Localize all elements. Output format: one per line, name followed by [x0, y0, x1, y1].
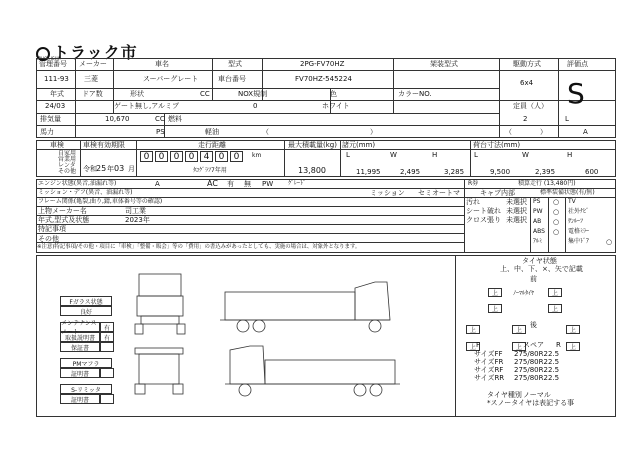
truck-diagram: [125, 268, 445, 408]
door-label: ドア数: [82, 90, 103, 98]
mileage-unit: km: [252, 152, 262, 159]
equip-label: ABS: [533, 228, 545, 235]
tire-size-value: 275/80R22.5: [514, 350, 560, 358]
era-label: 令和: [83, 165, 97, 173]
opt-rental: レンタ: [58, 162, 76, 169]
equip-label: PW: [533, 208, 543, 215]
opt-private: 自家用: [58, 150, 77, 157]
nox-label: NOX規制: [238, 90, 268, 98]
engine-label: エンジン状態(異音,油漏れ等): [38, 180, 117, 187]
cab-item-label: クロス張り: [466, 216, 501, 224]
equip-label-2: TV: [568, 198, 576, 205]
mileage-digit: 4: [200, 151, 213, 162]
tire-title: タイヤ状態: [522, 257, 557, 265]
grade-kana: ｸﾞﾚｰﾄﾞ: [288, 180, 307, 187]
truck-front-view: [135, 274, 185, 334]
cab-item-value: 未選択: [506, 207, 527, 215]
mileage-digit: 0: [215, 151, 228, 162]
mileage-history: 積算走行 (13,480円): [518, 180, 576, 187]
cargo-l-value: 9,500: [490, 168, 511, 176]
equip-label-2: 電格ﾐﾗｰ: [568, 228, 590, 235]
fuel-value: 軽油: [205, 128, 219, 136]
paren-open: （: [262, 128, 269, 136]
year-value: 24/03: [45, 102, 66, 110]
left-panel-value: [100, 368, 114, 378]
tire-f: F: [476, 341, 481, 349]
tire-r: R: [556, 341, 561, 349]
chassis-no-label: 車台番号: [218, 75, 246, 83]
shaken-month: 03: [114, 164, 125, 173]
mileage-digit: 0: [230, 151, 243, 162]
payload-label: 最大積載量(kg): [288, 141, 337, 149]
snow-note: *スノータイヤは表記する事: [487, 399, 575, 407]
left-panel-cell: 保証書: [60, 342, 100, 352]
cargo-h-value: 600: [585, 168, 599, 176]
left-panel-cell: 良好: [60, 306, 112, 316]
displacement-label: 排気量: [40, 115, 61, 123]
cab-item-label: シート破れ: [466, 207, 501, 215]
left-panel-cell: Fガラス状態: [60, 296, 112, 306]
meter-note: ﾀｺｸﾞﾗﾌ7年用: [193, 167, 227, 174]
normal-tire: ﾉｰﾏﾙﾀｲﾔ: [513, 290, 535, 297]
car-name-value: スーパーグレート: [143, 75, 199, 83]
opt-commercial: 営業用: [58, 156, 77, 163]
year-unit: 年: [107, 165, 114, 173]
dim-w-value: 2,495: [400, 168, 421, 176]
horsepower-label: 馬力: [40, 128, 54, 136]
body-maker-label: 上物メーカー名: [38, 207, 87, 215]
cargo-l-label: L: [474, 151, 478, 159]
mgmt-no-label: 管理番号: [39, 60, 67, 68]
shape-label: 形状: [130, 90, 144, 98]
tire-size-label: サイズFR: [474, 358, 504, 366]
ps-unit: PS: [156, 128, 165, 136]
tire-box: 上: [466, 342, 480, 351]
body-year-value: 2023年: [125, 216, 150, 224]
cab-label: キャブ内部: [480, 189, 515, 197]
month-unit: 月: [128, 165, 135, 173]
tire-rear: 後: [530, 321, 537, 329]
mileage-digit: 0: [140, 151, 153, 162]
tire-box: 上: [566, 342, 580, 351]
ac-no: 無: [244, 180, 251, 188]
left-panel-cell: メンテナンスノート: [60, 322, 100, 332]
model-label: 型式: [228, 60, 242, 68]
dim-w-label: W: [390, 151, 397, 159]
engine-value: A: [155, 180, 160, 188]
maker-label: メーカー: [79, 60, 107, 68]
company-logo: トラック市: [36, 40, 138, 63]
tire-type-value: ノーマル: [523, 391, 551, 399]
tire-size-value: 275/80R22.5: [514, 374, 560, 382]
left-panel-cell: 証明書: [60, 394, 100, 404]
chain-label: 標準装備状態(有/無): [540, 189, 595, 196]
equip-mark: ○: [553, 198, 560, 206]
grade-value: S: [567, 77, 585, 110]
tire-box: 上: [512, 325, 526, 334]
color-value: ホワイト: [322, 102, 350, 110]
truck-side-view: [220, 282, 390, 332]
car-name-label: 車名: [155, 60, 169, 68]
tire-box: 上: [512, 342, 526, 351]
tire-spare: スペア: [523, 341, 544, 349]
cab-item-label: 汚れ: [466, 198, 480, 206]
left-panel-cell: S-リミッタ: [60, 384, 112, 394]
mgmt-no-value: 111-93: [44, 75, 69, 83]
logo-sub: TRUCK-ICHI: [36, 56, 59, 61]
ac-label: AC: [207, 179, 218, 188]
cargo-h-label: H: [567, 151, 573, 159]
left-panel-value: [100, 342, 114, 352]
body-maker-value: 司工業: [125, 207, 146, 215]
tire-size-value: 275/80R22.5: [514, 358, 560, 366]
grade-l: L: [565, 115, 569, 123]
cab-item-value: 未選択: [506, 216, 527, 224]
equip-label: PS: [533, 198, 541, 205]
mileage-digit: 0: [185, 151, 198, 162]
pw-label: PW: [262, 180, 274, 188]
paren-open-2: （: [505, 128, 512, 136]
truck-side-view-2: [225, 346, 400, 396]
grade-a: A: [583, 128, 588, 136]
cargo-w-label: W: [522, 151, 529, 159]
equip-label: AB: [533, 218, 542, 225]
dims-label: 諸元(mm): [342, 141, 376, 149]
fuel-label: 燃料: [168, 115, 182, 123]
left-panel-cell: 取扱説明書: [60, 332, 100, 342]
year-label: 年式: [50, 90, 64, 98]
equip-label-2: 社外ﾅﾋﾞ: [568, 208, 590, 215]
special-label: 特記事項: [38, 225, 66, 233]
left-panel-value: 有: [100, 332, 114, 342]
paren-close: ）: [370, 128, 377, 136]
tire-legend: 上、中、下、×、矢で記載: [500, 265, 583, 273]
payload-value: 13,800: [298, 166, 326, 175]
model-value: 2PG-FV70HZ: [300, 60, 345, 68]
chassis-no-value: FV70HZ-545224: [295, 75, 352, 83]
nox-value: 0: [253, 102, 258, 110]
equip-label: ｱﾙﾐ: [533, 238, 543, 245]
equip-mark-2: ○: [606, 238, 613, 246]
ac-yes: 有: [227, 180, 234, 188]
maker-value: 三菱: [84, 75, 98, 83]
equip-label-2: 集中ﾄﾞｱ: [568, 238, 590, 245]
mileage-label: 走行距離: [198, 141, 226, 149]
frame-label: フレーム関係(亀裂,曲り,錆,車体番号等の確認): [38, 198, 163, 205]
drive-value: 6x4: [520, 79, 534, 87]
left-panel-value: 有: [100, 322, 114, 332]
tire-front: 前: [530, 275, 537, 283]
paren-close-2: ）: [540, 128, 547, 136]
tire-size-label: サイズFF: [474, 350, 503, 358]
other-label: その他: [38, 235, 59, 243]
mission-label: ミッション・デフ(異音、油漏れ等): [38, 189, 133, 196]
disclaimer-note: ※注意)特記事項/その他・項目に「車検」「整備・販会」等の「費用」の書込みがあったとしても、実施の場合は、対象外となります。: [37, 244, 361, 250]
cab-item-value: 未選択: [506, 198, 527, 206]
dim-h-label: H: [432, 151, 438, 159]
capacity-label: 定員（人）: [513, 102, 548, 110]
truck-rear-view: [135, 348, 183, 394]
shaken-label: 車検: [50, 141, 64, 149]
color-label: 色: [330, 90, 337, 98]
mileage-digit: 0: [170, 151, 183, 162]
left-panel-cell: PMマフラ: [60, 358, 112, 368]
tire-type-label: タイヤ種別: [487, 391, 522, 399]
capacity-value: 2: [523, 115, 528, 123]
drive-label: 駆動方式: [513, 60, 541, 68]
equip-label-2: ｻﾝﾙｰﾌ: [568, 218, 584, 225]
r-ticket: R券: [468, 180, 479, 187]
mileage-digit: 0: [155, 151, 168, 162]
equip-mark: ○: [553, 208, 560, 216]
shaken-year: 25: [96, 164, 107, 173]
dim-l-label: L: [346, 151, 350, 159]
tire-size-label: サイズRR: [474, 374, 505, 382]
cargo-w-value: 2,395: [535, 168, 556, 176]
tire-size-value: 275/80R22.5: [514, 366, 560, 374]
tire-box: 上: [566, 325, 580, 334]
body-year-label: 年式,型式及状態: [38, 216, 90, 224]
body-type-label: 架装型式: [430, 60, 458, 68]
left-panel-value: [100, 394, 114, 404]
tire-size-label: サイズRF: [474, 366, 504, 374]
tire-box: 上: [466, 325, 480, 334]
tire-box: 上: [488, 288, 502, 297]
displacement-value: 10,670: [105, 115, 130, 123]
left-panel-cell: 証明書: [60, 368, 100, 378]
dim-l-value: 11,995: [356, 168, 381, 176]
colorno-label: カラーNO.: [398, 90, 432, 98]
tire-box: 上: [548, 304, 562, 313]
shaken-valid-label: 車検有効期限: [83, 141, 125, 149]
cargo-label: 荷台寸法(mm): [473, 141, 521, 149]
tire-box: 上: [548, 288, 562, 297]
equip-mark: ○: [553, 228, 560, 236]
displacement-unit: CC: [155, 115, 165, 123]
opt-other: その他: [58, 168, 77, 175]
cc-label: CC: [200, 90, 210, 98]
mission-value: ミッション: [370, 189, 405, 197]
grade-label: 評価点: [567, 60, 588, 68]
semiauto-value: セミオートマ: [418, 189, 460, 197]
tire-box: 上: [488, 304, 502, 313]
equip-mark: ○: [553, 218, 560, 226]
dim-h-value: 3,285: [444, 168, 465, 176]
shape-value: ゲート無し,アルミブ: [114, 102, 179, 110]
